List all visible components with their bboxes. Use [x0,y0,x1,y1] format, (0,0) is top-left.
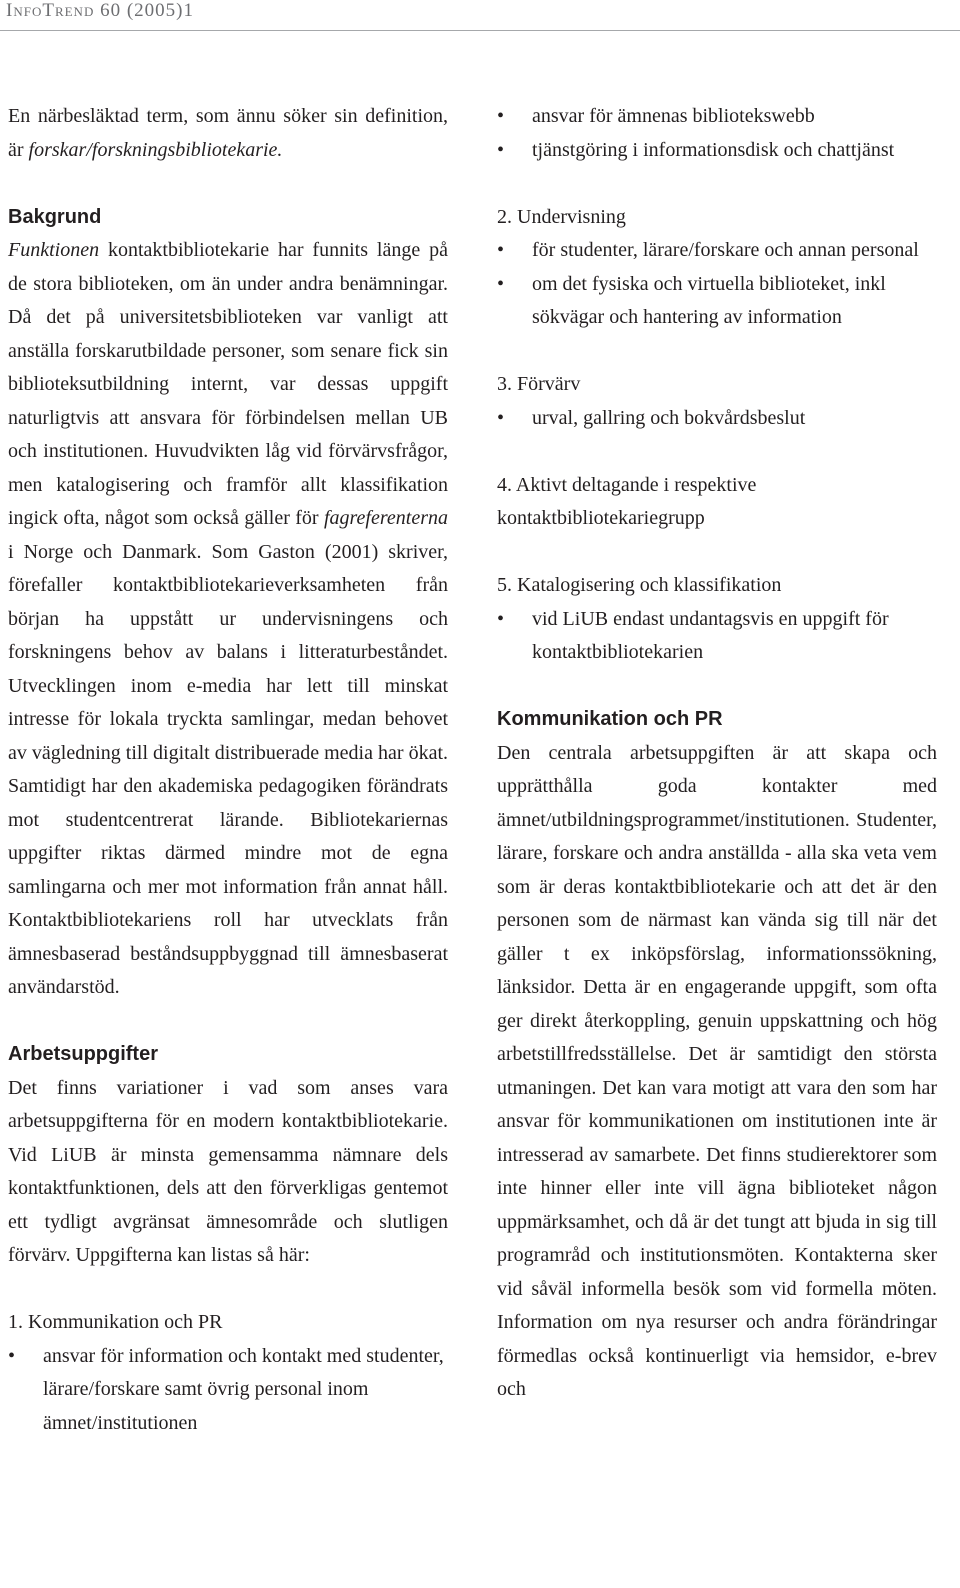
heading-bakgrund: Bakgrund [8,205,102,228]
intro-term: forskar/forskningsbibliotekarie. [28,138,283,161]
heading-kommunikation: Kommunikation och PR [497,708,723,730]
list-item-4-heading: 4. Aktivt deltagande i respektive kontaktbibliotekariegrupp [497,473,757,529]
bullet-item: • ansvar för information och kontakt med studenter, lärare/forskare samt övrig personal inom ämnet/institutionen [8,1340,448,1441]
intro-text: En närbesläktad term, som ännu söker sin definition, är [8,105,448,161]
bullet-item: • ansvar för ämnenas bibliotekswebb [497,100,937,134]
bullet-item: • om det fysiska och virtuella biblioteket, inkl sökvägar och hantering av information [497,268,937,335]
list-item-1-bullets-cont [497,100,937,167]
list-item-3-bullets [497,402,937,436]
heading-arbetsuppgifter: Arbetsuppgifter [8,1043,158,1065]
kommunikation-paragraph: Den centrala arbetsuppgiften är att skapa och upprätthålla goda kontakter med ämnet/utbildningsprogrammet/institutionen. Studenter, lärare, forskare och andra anställda - alla ska veta vem som är deras kontaktbibliotekarie och att det är den personen som de närmast kan vända sig till när det gäller t ex inköpsförslag, informationssökning, länksidor. Detta är en engagerande uppgift, som ofta ger direkt återkoppling, genuin uppskattning och hög arbetstillfredsställelse. Det är samtidigt den största utmaningen. Det kan vara motigt att vara den som har ansvar för kommunikationen om institutionen inte är intresserad av samarbete. Det finns studierektorer som inte hinner eller inte vill ägna biblioteket någon uppmärksamhet, och då är det tungt att bjuda in sig till programråd och institutionsmöten. Kontakterna sker vid såväl informella besök som vid formella möten. Information om nya resurser och andra förändringar förmedlas också kontinuerligt via hemsidor, e-brev och [497,741,937,1400]
bullet-item: • för studenter, lärare/forskare och annan personal [497,234,937,268]
intro-paragraph [8,100,448,167]
bakgrund-text-1: kontaktbibliotekarie har funnits länge på de stora biblioteken, om än under andra benämningar. Då det på universitetsbiblioteken var vanligt att anställa forskarutbildade personer, som senare fick sin biblioteksutbildning internt, var dessas uppgift naturligtvis att ansvara för förbindelsen mellan UB och institutionen. Huvudvikten låg vid förvärvsfrågor, men katalogisering och framför allt klassifikation ingick ofta, något som också gäller för [8,239,448,529]
list-item-2-heading: 2. Undervisning [497,205,626,228]
list-item-5-heading: 5. Katalogisering och klassifikation [497,574,782,596]
list-item-3-heading: 3. Förvärv [497,373,581,395]
right-column [497,100,937,1407]
list-item-1-heading: 1. Kommunikation och PR [8,1311,223,1333]
bakgrund-text-2: i Norge och Danmark. Som Gaston (2001) skriver, förefaller kontaktbibliotekarieverksamheten från början ha uppstått ur undervisningens och forskningens behov av balans i litteraturbeståndet. Utvecklingen inom e-media har lett till minskat intresse för lokala tryckta samlingar, medan behovet av vägledning till digitalt distribuerade media har ökat. Samtidigt har den akademiska pedagogiken förändrats mot studentcentrerat lärande. Bibliotekariernas uppgifter riktas därmed mindre mot de egna samlingarna och mer mot information från annat håll. Kontaktbibliotekariens roll har utvecklats från ämnesbaserad beståndsuppbyggnad till ämnesbaserat användarstöd. [8,540,448,998]
header-rule [0,30,960,31]
bullet-item: • tjänstgöring i informationsdisk och chattjänst [497,134,937,168]
list-item-2-bullets [497,234,937,335]
list-item-1-bullets [8,1340,448,1441]
list-item-5-bullets [497,603,937,670]
left-column [8,100,448,1440]
bullet-item: • urval, gallring och bokvårdsbeslut [497,402,937,436]
running-head: InfoTrend 60 (2005)1 [6,0,194,21]
bakgrund-em-2: fagreferenterna [323,507,448,529]
arbetsuppgifter-paragraph: Det finns variationer i vad som anses vara arbetsuppgifterna för en modern kontaktbibliotekarie. Vid LiUB är minsta gemensamma nämnare dels kontaktfunktionen, dels att den förverkligas gentemot ett tydligt avgränsat ämnesområde och slutligen förvärv. Uppgifterna kan listas så här: [8,1076,448,1266]
bakgrund-em-1: Funktionen [8,239,100,261]
bullet-item: • vid LiUB endast undantagsvis en uppgift för kontaktbibliotekarien [497,603,937,670]
bakgrund-paragraph [8,234,448,1005]
